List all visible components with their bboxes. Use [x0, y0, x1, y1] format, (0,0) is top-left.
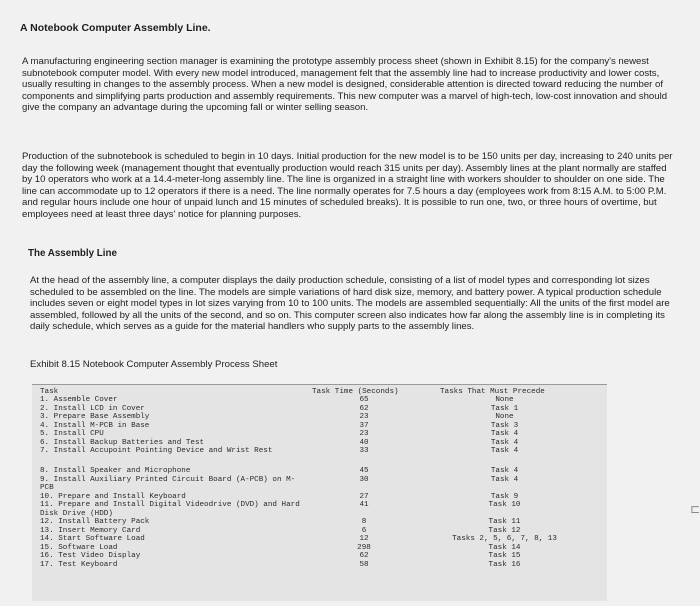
precedence-cell: Task 16 [488, 560, 521, 569]
time-cell: 45 [359, 467, 369, 475]
intro-paragraph: A manufacturing engineering section manager is examining the prototype assembly process sheet (shown in Exhibit 8.15) for the company's newest subnotebook computer model. With every new model introduced, management felt that the assembly line had to increase productivity and lower costs, usually resulting in changes to the assembly process. When a new model is designed, considerable attention is directed toward reducing the number of components and simplifying parts production and assembly requirements. This new computer was a marvel of high-tech, low-cost innovation and should give the company an advantage during the upcoming fall or winter selling season. [22, 56, 668, 114]
task-cell: 8. Install Speaker and Microphone [40, 467, 191, 475]
precedence-cell: Tasks 2, 5, 6, 7, 8, 13 [452, 535, 557, 543]
task-cell: 13. Insert Memory Card [40, 526, 141, 535]
precedence-cell: Task 4 [490, 438, 519, 447]
header-precedence: Tasks That Must Precede [440, 388, 545, 396]
time-cell: 62 [359, 552, 369, 560]
time-cell: 298 [357, 543, 371, 552]
time-cell: 23 [359, 413, 369, 421]
precedence-cell: Task 14 [488, 543, 521, 552]
bracket-icon: ⊏ [690, 502, 700, 516]
time-cell: 65 [359, 396, 369, 404]
task-cell: 4. Install M-PCB in Base [40, 421, 150, 430]
case-title: A Notebook Computer Assembly Line. [20, 22, 211, 34]
precedence-cell: Task 12 [488, 526, 521, 535]
process-sheet-table [32, 384, 607, 601]
assembly-line-paragraph: At the head of the assembly line, a computer displays the daily production schedule, consisting of a list of model types and corresponding lot sizes scheduled to be assembled on the line. The models are simple variations of hard disk size, memory, and battery power. A typical production schedule includes seven or eight model types in lot sizes varying from 10 to 100 units. The models are assembled sequentially: All the units of the first model are assembled, followed by all the units of the second, and so on. This computer screen also indicates how far along the assembly line is in completing its daily schedule, which serves as a guide for the material handlers who supply parts to the assembly lines. [30, 275, 670, 333]
task-cell: 1. Assemble Cover [40, 396, 118, 404]
task-cell: 7. Install Accupoint Pointing Device and Wrist Rest [40, 447, 273, 455]
precedence-cell: None [495, 413, 514, 421]
precedence-cell: Task 10 [488, 501, 521, 509]
task-cell: 2. Install LCD in Cover [40, 404, 145, 413]
header-task: Task [40, 388, 59, 396]
time-cell: 30 [359, 475, 369, 484]
precedence-cell: Task 4 [490, 447, 519, 455]
time-cell: 6 [361, 526, 367, 535]
header-task-time: Task Time (Seconds) [312, 388, 399, 396]
time-cell: 23 [359, 430, 369, 438]
precedence-cell: None [495, 396, 514, 404]
precedence-cell: Task 11 [488, 518, 521, 526]
task-cell: 11. Prepare and Install Digital Videodrive (DVD) and Hard Disk Drive (HDD) [40, 501, 300, 518]
task-cell: 14. Start Software Load [40, 535, 145, 543]
time-cell: 41 [359, 501, 369, 509]
task-cell: 15. Software Load [40, 543, 118, 552]
task-cell: 6. Install Backup Batteries and Test [40, 438, 205, 447]
precedence-cell: Task 9 [490, 492, 519, 501]
task-cell: 16. Test Video Display [40, 552, 141, 560]
precedence-cell: Task 1 [490, 404, 519, 413]
precedence-cell: Task 15 [488, 552, 521, 560]
task-column [40, 396, 305, 569]
task-cell: 17. Test Keyboard [40, 560, 118, 569]
precedence-cell: Task 4 [490, 475, 519, 484]
precedence-cell: Task 4 [490, 430, 519, 438]
task-cell: 3. Prepare Base Assembly [40, 413, 150, 421]
time-cell: 62 [359, 404, 369, 413]
section-heading: The Assembly Line [28, 248, 117, 259]
task-cell: 5. Install CPU [40, 430, 104, 438]
time-cell: 58 [359, 560, 369, 569]
time-cell: 27 [359, 492, 369, 501]
task-cell: 12. Install Battery Pack [40, 518, 150, 526]
time-cell: 12 [359, 535, 369, 543]
time-cell: 8 [361, 518, 367, 526]
production-paragraph: Production of the subnotebook is scheduled to begin in 10 days. Initial production for the new model is to be 150 units per day, increasing to 240 units per day the following week (management thought that eventually production would reach 315 units per day). Assembly lines at the plant normally are staffed by 10 operators who work at a 14.4-meter-long assembly line. The line is organized in a straight line with workers shoulder to shoulder on one side. The line can accommodate up to 12 operators if there is a need. The line normally operates for 7.5 hours a day (employees work from 8:15 A.M. to 5:00 P.M. and regular hours include one hour of unpaid lunch and 15 minutes of scheduled breaks). It is possible to run one, two, or three hours of overtime, but employees need at least three days' notice for planning purposes. [22, 151, 673, 220]
time-column [344, 396, 384, 569]
task-cell: 10. Prepare and Install Keyboard [40, 492, 186, 501]
task-cell: 9. Install Auxiliary Printed Circuit Board (A-PCB) on M-PCB [40, 475, 296, 492]
precedence-column [432, 396, 577, 569]
precedence-cell: Task 3 [490, 421, 519, 430]
time-cell: 33 [359, 447, 369, 455]
time-cell: 40 [359, 438, 369, 447]
precedence-cell: Task 4 [490, 467, 519, 475]
time-cell: 37 [359, 421, 369, 430]
exhibit-caption: Exhibit 8.15 Notebook Computer Assembly Process Sheet [30, 359, 278, 370]
